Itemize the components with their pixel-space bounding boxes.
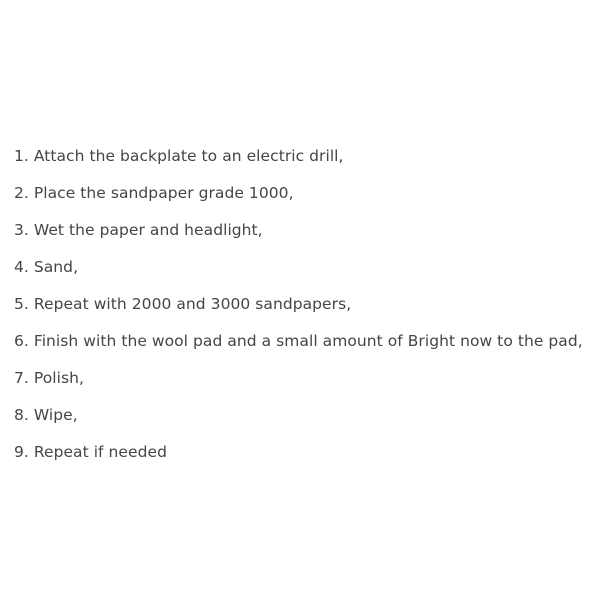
instruction-list	[14, 144, 583, 477]
step-6: 6. Finish with the wool pad and a small amount of Bright now to the pad,	[14, 332, 583, 350]
step-7: 7. Polish,	[14, 369, 84, 387]
step-9: 9. Repeat if needed	[14, 443, 167, 461]
step-1: 1. Attach the backplate to an electric drill,	[14, 147, 344, 165]
step-5: 5. Repeat with 2000 and 3000 sandpapers,	[14, 295, 352, 313]
step-2: 2. Place the sandpaper grade 1000,	[14, 184, 294, 202]
step-3: 3. Wet the paper and headlight,	[14, 221, 263, 239]
step-8: 8. Wipe,	[14, 406, 78, 424]
step-4: 4. Sand,	[14, 258, 79, 276]
